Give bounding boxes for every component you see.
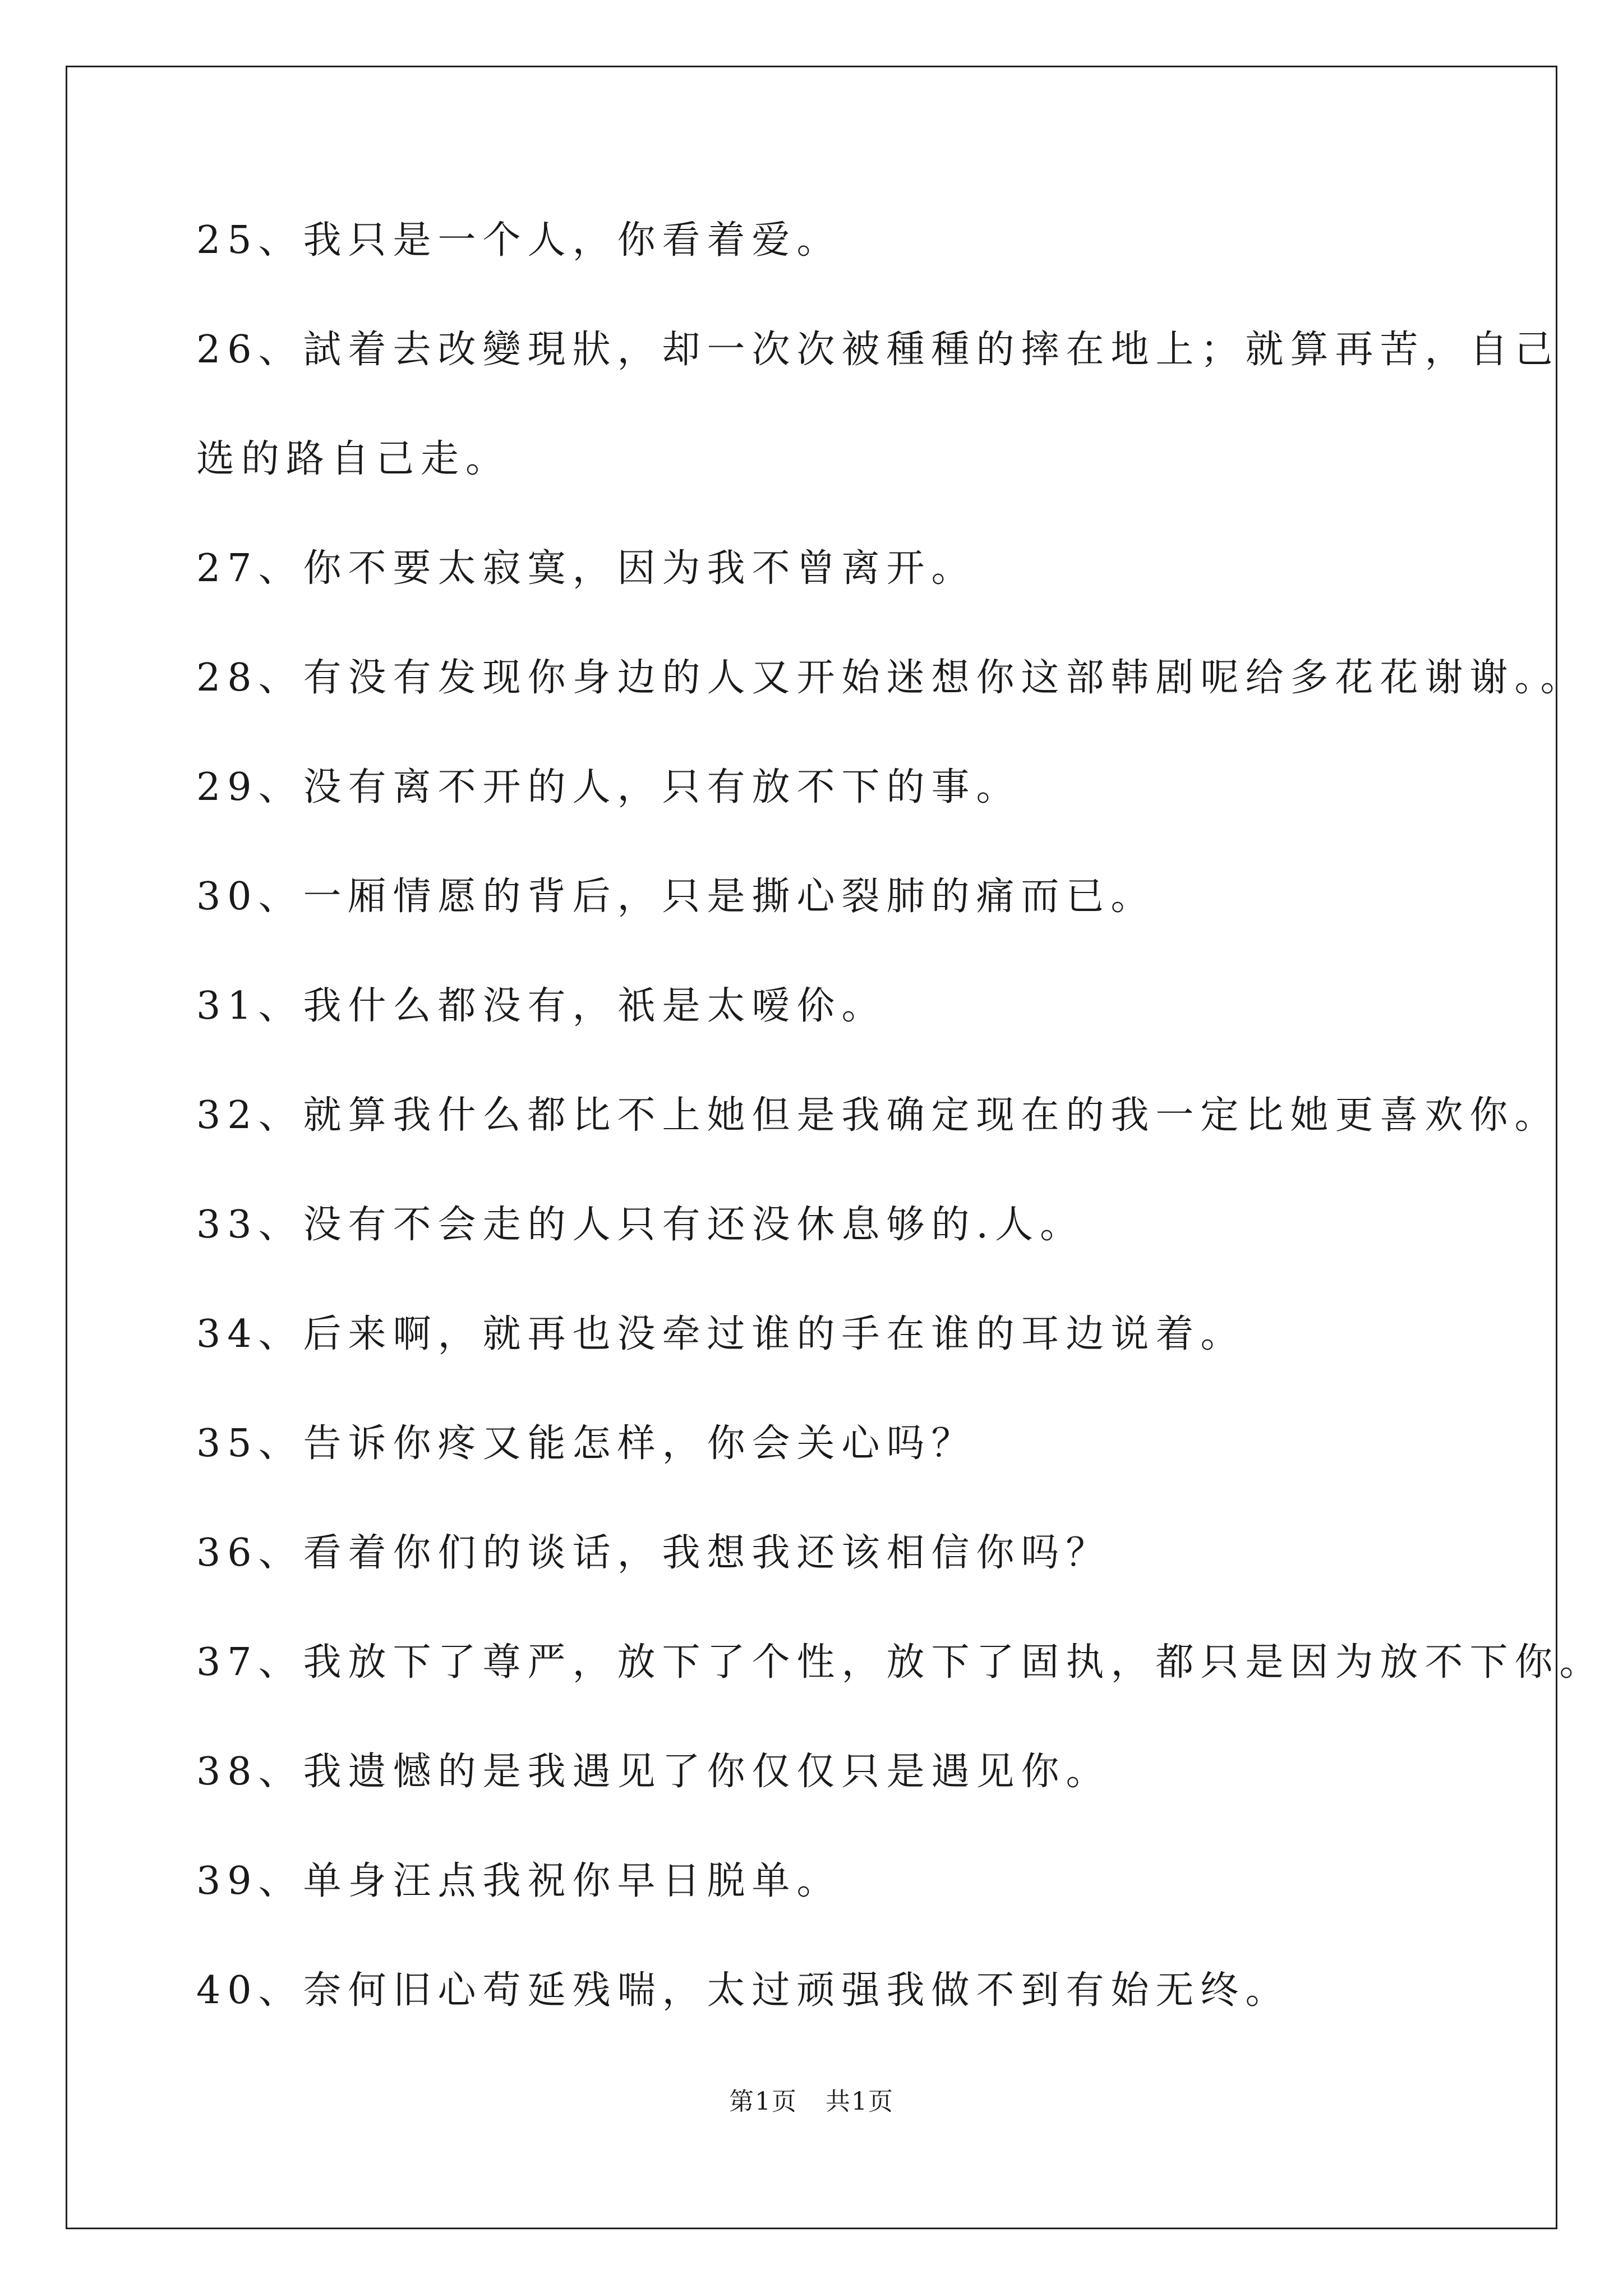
- text-line: 33、没有不会走的人只有还没休息够的.人。: [196, 1203, 1085, 1247]
- text-line: 34、后来啊，就再也没牵过谁的手在谁的耳边说着。: [196, 1312, 1246, 1356]
- text-line: 35、告诉你疼又能怎样，你会关心吗？: [196, 1421, 976, 1466]
- text-line: 25、我只是一个人，你看着爱。: [196, 218, 842, 263]
- document-body: [196, 218, 1604, 2081]
- page-number-total: 共1页: [826, 2087, 894, 2116]
- page-number-current: 第1页: [729, 2087, 797, 2116]
- page-footer: [0, 2081, 1623, 2117]
- text-line: 27、你不要太寂寞，因为我不曾离开。: [196, 546, 976, 591]
- text-line: 36、看着你们的谈话，我想我还该相信你吗？: [196, 1531, 1111, 1575]
- text-line: 37、我放下了尊严，放下了个性，放下了固执，都只是因为放不下你。: [196, 1640, 1604, 1685]
- text-line: 28、有没有发现你身边的人又开始迷想你这部韩剧呢给多花花谢谢。。: [196, 656, 1585, 700]
- text-line: 32、就算我什么都比不上她但是我确定现在的我一定比她更喜欢你。: [196, 1093, 1560, 1138]
- text-line: 选的路自己走。: [196, 437, 511, 481]
- text-line: 31、我什么都没有，祇是太嗳伱。: [196, 984, 887, 1028]
- text-line: 30、一厢情愿的背后，只是撕心裂肺的痛而已。: [196, 875, 1156, 919]
- text-line: 26、試着去改變現狀，却一次次被種種的摔在地上；就算再苦，自己: [196, 328, 1560, 372]
- text-line: 40、奈何旧心苟延残喘，太过顽强我做不到有始无终。: [196, 1968, 1290, 2013]
- text-line: 39、单身汪点我祝你早日脱单。: [196, 1859, 842, 1903]
- text-line: 29、没有离不开的人，只有放不下的事。: [196, 765, 1021, 809]
- text-line: 38、我遗憾的是我遇见了你仅仅只是遇见你。: [196, 1750, 1111, 1794]
